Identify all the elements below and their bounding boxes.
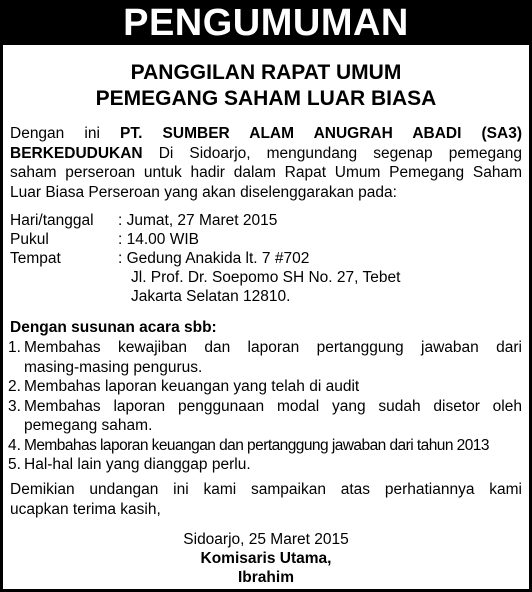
place-row [10, 249, 309, 269]
list-item [8, 377, 522, 397]
item-line: Membahas kewajiban dan laporan pertanggung jawaban dari [24, 339, 522, 356]
item-number: 1. [8, 339, 21, 356]
date-label: Hari/tanggal [10, 212, 94, 229]
item-text: Hal-hal lain yang dianggap perlu. [24, 456, 251, 473]
signature-position: Komisaris Utama, [200, 550, 332, 567]
list-item [8, 436, 522, 456]
agenda-list [8, 338, 522, 475]
signature-name: Ibrahim [238, 569, 294, 586]
item-text [24, 397, 522, 436]
place-value-2: Jl. Prof. Dr. Soepomo SH No. 27, Tebet [131, 269, 401, 286]
item-number: 4. [8, 436, 21, 454]
closing-line-2: ucapkan terima kasih, [10, 500, 161, 518]
list-item [8, 338, 522, 377]
item-text: Membahas laporan keuangan dan pertanggung jawaban dari tahun 2013 [24, 436, 489, 454]
item-number: 5. [8, 456, 21, 473]
subtitle-line-1: PANGGILAN RAPAT UMUM [130, 61, 402, 84]
time-label: Pukul [10, 231, 49, 248]
time-row [10, 230, 199, 250]
time-value: : 14.00 WIB [118, 231, 199, 248]
company-name: PT. SUMBER ALAM ANUGRAH ABADI (SA3) [120, 125, 522, 142]
intro-paragraph [10, 124, 522, 202]
domicile-label: BERKEDUDUKAN [10, 144, 143, 162]
item-text: Membahas laporan keuangan yang telah di audit [24, 378, 360, 395]
subtitle-line-2: PEMEGANG SAHAM LUAR BIASA [95, 87, 437, 110]
signature-place-date: Sidoarjo, 25 Maret 2015 [183, 531, 349, 548]
date-value: : Jumat, 27 Maret 2015 [118, 212, 278, 229]
closing-line-1: Demikian undangan ini kami sampaikan atas perhatiannya kami [10, 481, 522, 498]
agenda-title: Dengan susunan acara sbb: [10, 319, 217, 336]
list-item [8, 455, 522, 475]
announcement-title: PENGUMUMAN [0, 0, 532, 45]
intro-line-4: Luar Biasa Perseroan yang akan diselenggarakan pada: [10, 183, 397, 201]
intro-prefix: Dengan ini [10, 125, 121, 142]
closing-paragraph [10, 480, 522, 519]
place-value-3: Jakarta Selatan 12810. [131, 288, 291, 305]
item-line: masing-masing pengurus. [24, 358, 203, 376]
list-item [8, 397, 522, 436]
item-line: Membahas laporan penggunaan modal yang sudah disetor oleh [24, 397, 522, 415]
item-text [24, 338, 522, 377]
intro-line-2 [10, 144, 522, 164]
item-number: 3. [8, 397, 21, 415]
intro-line-2-text: Di Sidoarjo, mengundang segenap pemegang [142, 144, 522, 162]
date-row [10, 211, 277, 231]
place-value-1: : Gedung Anakida lt. 7 #702 [118, 250, 310, 267]
place-label: Tempat [10, 250, 61, 267]
intro-line-3: saham perseroan untuk hadir dalam Rapat Umum Pemegang Saham [10, 164, 522, 181]
intro-line-1 [10, 124, 522, 144]
item-number: 2. [8, 378, 21, 395]
item-line: pemegang saham. [24, 417, 153, 434]
